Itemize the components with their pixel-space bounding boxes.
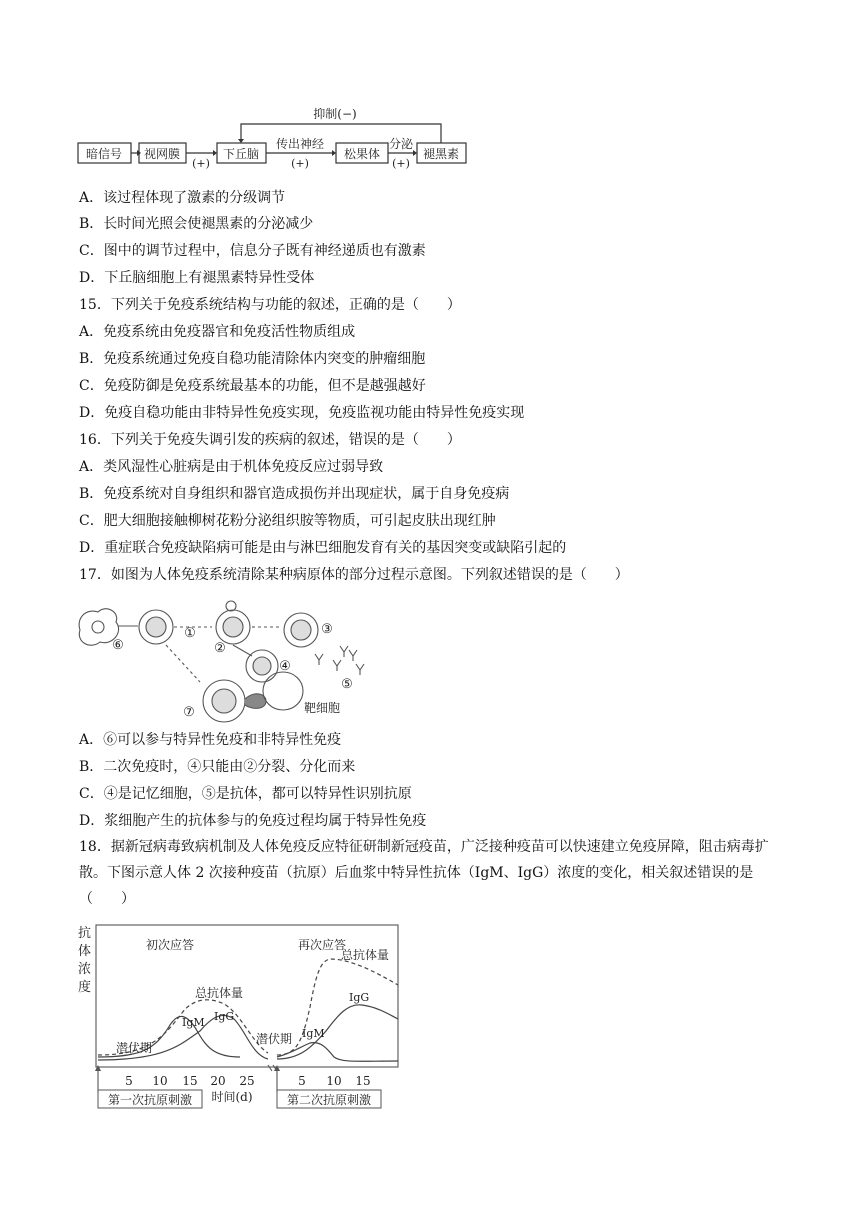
q17-option-d: D．浆细胞产生的抗体参与的免疫过程均属于特异性免疫: [79, 813, 427, 829]
q15-option-d: D．免疫自稳功能由非特异性免疫实现，免疫监视功能由特异性免疫实现: [79, 405, 525, 421]
target-cell-label: 靶细胞: [304, 701, 341, 715]
box-dark-signal: 暗信号: [85, 147, 123, 161]
q17-stem: 17．如图为人体免疫系统清除某种病原体的部分过程示意图。下列叙述错误的是（ ）: [79, 567, 629, 583]
box-pineal: 松果体: [343, 147, 381, 161]
q14-option-d: D．下丘脑细胞上有褪黑素特异性受体: [79, 270, 315, 286]
q16-option-b: B．免疫系统对自身组织和器官造成损伤并出现症状，属于自身免疫病: [79, 486, 510, 502]
plus-sign-2: (+): [291, 157, 309, 170]
secondary-response-label: 再次应答: [298, 938, 347, 952]
label-7: ⑦: [183, 705, 195, 720]
x-axis-label: 时间(d): [211, 1090, 253, 1104]
q14-option-b: B．长时间光照会使褪黑素的分泌减少: [79, 216, 314, 232]
label-3: ③: [321, 622, 333, 637]
x-tick-25: 25: [239, 1074, 255, 1088]
immune-process-diagram: [0, 590, 860, 725]
melatonin-pathway-diagram: [0, 0, 860, 180]
first-stimulus-label: 第一次抗原刺激: [107, 1093, 193, 1107]
x-tick-5: 5: [125, 1074, 133, 1088]
igg-label-2: IgG: [349, 991, 370, 1004]
total-antibody-label-1: 总抗体量: [195, 986, 244, 1000]
efferent-nerve-label: 传出神经: [275, 137, 325, 151]
label-4: ④: [279, 659, 291, 674]
q16-option-a: A．类风湿性心脏病是由于机体免疫反应过弱导致: [79, 459, 384, 475]
x-tick-10: 10: [152, 1074, 168, 1088]
box-hypothalamus: 下丘脑: [222, 147, 260, 161]
q15-option-a: A．免疫系统由免疫器官和免疫活性物质组成: [79, 324, 356, 340]
q16-option-d: D．重症联合免疫缺陷病可能是由与淋巴细胞发育有关的基因突变或缺陷引起的: [79, 540, 567, 556]
q15-stem: 15．下列关于免疫系统结构与功能的叙述，正确的是（ ）: [79, 297, 461, 313]
total-antibody-label-2: 总抗体量: [341, 948, 390, 962]
q15-option-b: B．免疫系统通过免疫自稳功能清除体内突变的肿瘤细胞: [79, 351, 426, 367]
x-tick-20: 20: [210, 1074, 226, 1088]
box-retina: 视网膜: [143, 147, 181, 161]
igm-label-1: IgM: [182, 1016, 205, 1029]
q14-option-a: A．该过程体现了激素的分级调节: [79, 190, 286, 206]
primary-response-label: 初次应答: [146, 938, 195, 952]
series-total-second: [277, 959, 398, 1055]
secrete-label: 分泌: [388, 137, 414, 151]
q16-stem: 16．下列关于免疫失调引发的疾病的叙述，错误的是（ ）: [79, 432, 461, 448]
x-tick-15: 15: [182, 1074, 198, 1088]
label-5: ⑤: [341, 677, 353, 692]
q15-option-c: C．免疫防御是免疫系统最基本的功能，但不是越强越好: [79, 378, 426, 394]
y-axis-label: 抗 体 浓 度: [78, 926, 92, 995]
second-stimulus-label: 第二次抗原刺激: [286, 1093, 372, 1107]
label-1: ①: [184, 626, 196, 641]
q17-option-c: C．④是记忆细胞，⑤是抗体，都可以特异性识别抗原: [79, 786, 412, 802]
q17-option-b: B．二次免疫时，④只能由②分裂、分化而来: [79, 759, 356, 775]
series-igg-second: [277, 1005, 398, 1059]
inhibit-label: 抑制(−): [313, 107, 357, 121]
igm-label-2: IgM: [302, 1027, 325, 1040]
q16-option-c: C．肥大细胞接触柳树花粉分泌组织胺等物质，可引起皮肤出现红肿: [79, 513, 496, 529]
label-2: ②: [214, 641, 226, 656]
x-tick-second-5: 5: [298, 1074, 306, 1088]
label-6: ⑥: [112, 638, 124, 653]
latent-period-label-2: 潜伏期: [256, 1032, 293, 1046]
series-igm-second: [277, 1043, 398, 1062]
antibody-chart: [0, 915, 860, 1115]
igg-label-1: IgG: [214, 1010, 235, 1023]
box-melatonin: 褪黑素: [422, 147, 460, 161]
q18-stem: 18．据新冠病毒致病机制及人体免疫反应特征研制新冠疫苗，广泛接种疫苗可以快速建立免疫屏障，阻击病毒扩散。下图示意人体 2 次接种疫苗（抗原）后血浆中特异性抗体（IgM、IgG）浓度的变化，相关叙述错误的是（ ）: [79, 839, 769, 907]
q17-option-a: A．⑥可以参与特异性免疫和非特异性免疫: [79, 732, 342, 748]
plus-sign-3: (+): [392, 157, 410, 170]
q14-option-c: C．图中的调节过程中，信息分子既有神经递质也有激素: [79, 243, 426, 259]
x-tick-second-15: 15: [355, 1074, 371, 1088]
latent-period-label-1: 潜伏期: [116, 1041, 153, 1055]
x-tick-second-10: 10: [326, 1074, 342, 1088]
plus-sign-1: (+): [192, 157, 210, 170]
